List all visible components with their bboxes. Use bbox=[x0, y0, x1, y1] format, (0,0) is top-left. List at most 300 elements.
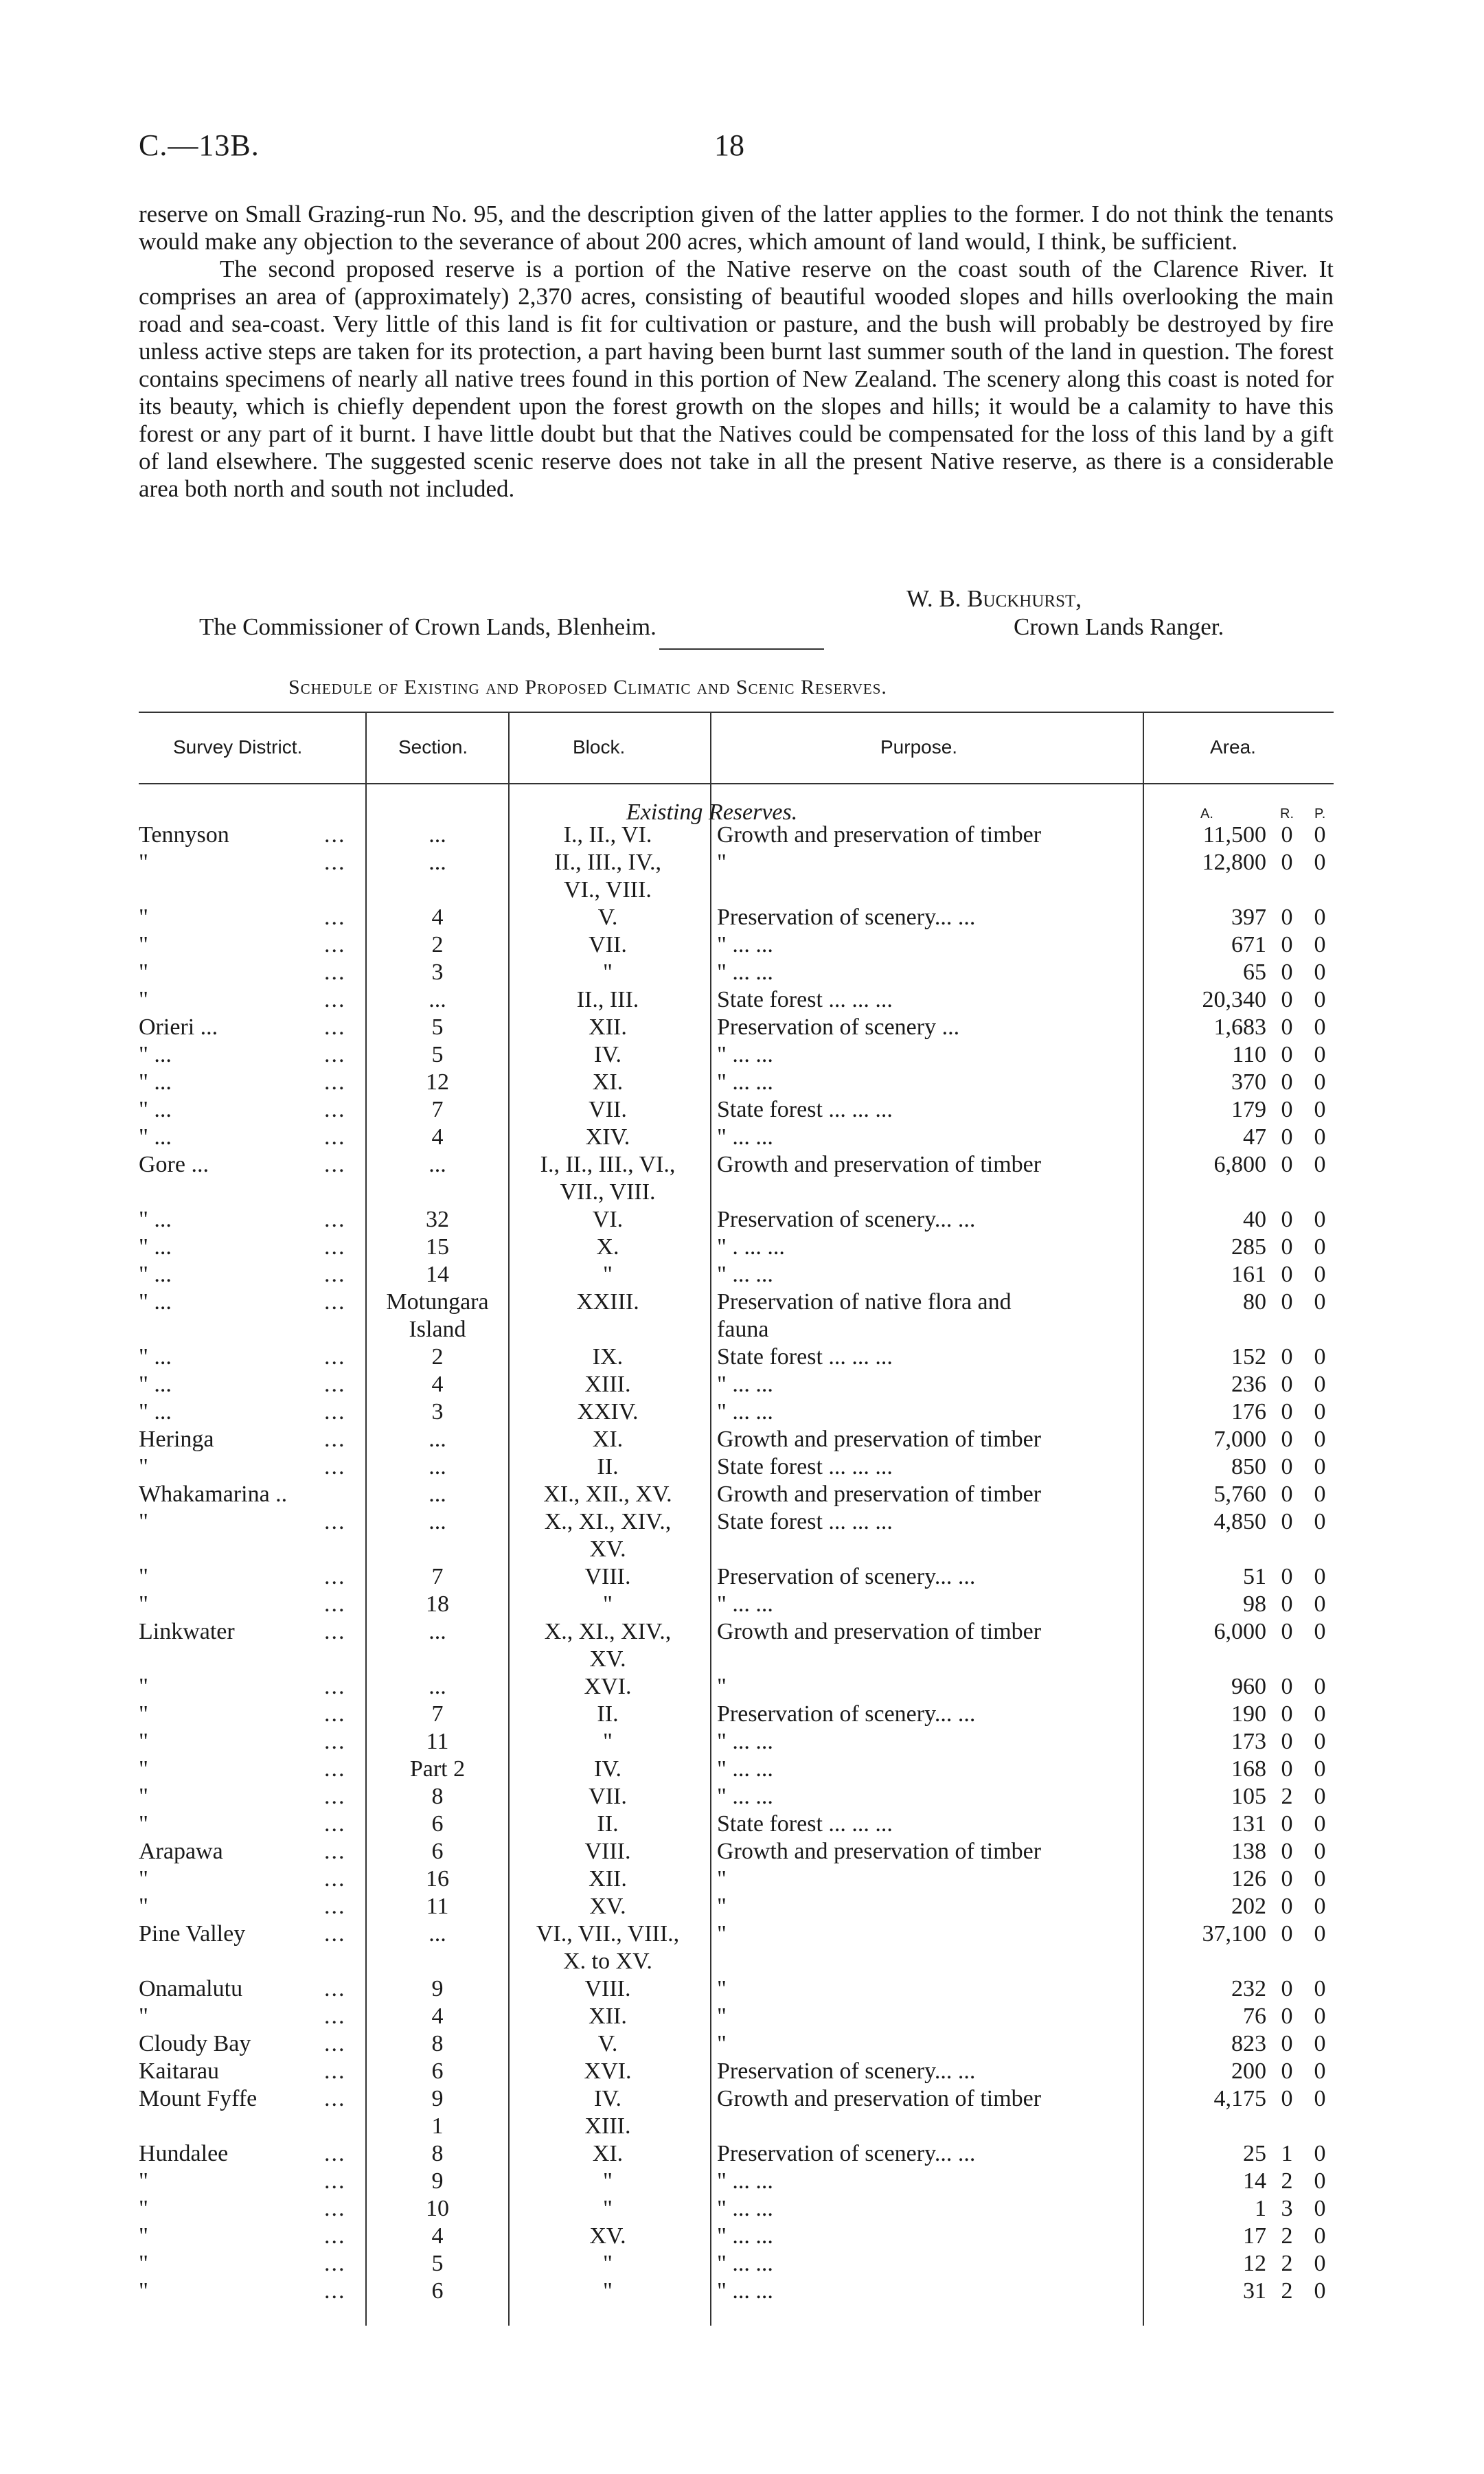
purpose-cell: " ... ... bbox=[717, 932, 773, 957]
leader-dots: ... bbox=[324, 1372, 346, 1397]
section-cell: 14 bbox=[426, 1262, 449, 1287]
block-cell: I., II., VI. bbox=[563, 822, 652, 848]
purpose-cell: Preservation of scenery... ... bbox=[717, 905, 976, 930]
purpose-cell: Preservation of scenery ... bbox=[717, 1014, 960, 1040]
table-row bbox=[139, 1701, 1334, 1728]
purpose-cell: " ... ... bbox=[717, 1262, 773, 1287]
leader-dots: ... bbox=[324, 1509, 346, 1534]
table-row bbox=[139, 1206, 1334, 1234]
section-cell: 8 bbox=[431, 2141, 444, 2166]
roods-cell: 2 bbox=[1281, 2168, 1293, 2194]
roods-cell: 0 bbox=[1281, 1811, 1293, 1837]
district-cell: Hundalee bbox=[139, 2141, 229, 2166]
roods-cell: 0 bbox=[1281, 1454, 1293, 1479]
block-cell: XI. bbox=[592, 2141, 624, 2166]
block-cell: II. bbox=[597, 1454, 619, 1479]
block-cell: VII. bbox=[589, 932, 627, 957]
purpose-cell: State forest ... ... ... bbox=[717, 987, 893, 1012]
section-cell: 10 bbox=[426, 2196, 449, 2221]
table-row bbox=[139, 2223, 1334, 2250]
table-row bbox=[139, 1481, 1334, 1508]
block-cell: " bbox=[603, 2251, 613, 2276]
perches-cell: 0 bbox=[1314, 932, 1326, 957]
table-row bbox=[139, 2058, 1334, 2085]
table-row bbox=[139, 2030, 1334, 2058]
perches-cell: 0 bbox=[1314, 2168, 1326, 2194]
roods-cell: 0 bbox=[1281, 1042, 1293, 1067]
perches-cell: 0 bbox=[1314, 1262, 1326, 1287]
table-row bbox=[139, 1261, 1334, 1289]
block-cell-line2: XIII. bbox=[584, 2113, 631, 2139]
leader-dots: ... bbox=[324, 1234, 346, 1260]
block-cell: VIII. bbox=[584, 1839, 631, 1864]
block-cell: IV. bbox=[594, 1042, 621, 1067]
block-cell-line2: XV. bbox=[589, 1536, 626, 1562]
section-cell: Part 2 bbox=[409, 1756, 466, 1782]
table-row bbox=[139, 821, 1334, 849]
section-cell: 4 bbox=[431, 1372, 444, 1397]
table-row bbox=[139, 1343, 1334, 1371]
acres-cell: 17 bbox=[1243, 2223, 1266, 2249]
perches-cell: 0 bbox=[1314, 2278, 1326, 2304]
roods-cell: 0 bbox=[1281, 1729, 1293, 1754]
district-cell: Cloudy Bay bbox=[139, 2031, 251, 2056]
district-cell: " ... bbox=[139, 1069, 172, 1095]
district-cell: Arapawa bbox=[139, 1839, 223, 1864]
table-row bbox=[139, 1893, 1334, 1920]
block-cell: " bbox=[603, 1262, 613, 1287]
district-cell: Pine Valley bbox=[139, 1921, 246, 1947]
leader-dots: ... bbox=[324, 822, 346, 848]
leader-dots: ... bbox=[324, 1399, 346, 1425]
roods-cell: 0 bbox=[1281, 1674, 1293, 1699]
acres-cell: 31 bbox=[1243, 2278, 1266, 2304]
district-cell: " bbox=[139, 850, 148, 875]
roods-cell: 0 bbox=[1281, 2004, 1293, 2029]
district-cell: " bbox=[139, 2168, 148, 2194]
acres-cell: 80 bbox=[1243, 1289, 1266, 1315]
roods-cell: 0 bbox=[1281, 1069, 1293, 1095]
section-cell: 15 bbox=[426, 1234, 449, 1260]
block-cell: V. bbox=[597, 905, 618, 930]
unit-perches: P. bbox=[1314, 806, 1326, 821]
roods-cell: 0 bbox=[1281, 1482, 1293, 1507]
district-cell: " ... bbox=[139, 1234, 172, 1260]
roods-cell: 0 bbox=[1281, 2086, 1293, 2111]
table-row bbox=[139, 1975, 1334, 2003]
block-cell-line2: XV. bbox=[589, 1646, 626, 1672]
roods-cell: 0 bbox=[1281, 1564, 1293, 1589]
perches-cell: 0 bbox=[1314, 1784, 1326, 1809]
perches-cell: 0 bbox=[1314, 822, 1326, 848]
leader-dots: ... bbox=[324, 2058, 346, 2084]
purpose-cell: State forest ... ... ... bbox=[717, 1097, 893, 1122]
leader-dots: ... bbox=[324, 2168, 346, 2194]
block-cell: XII. bbox=[589, 1014, 627, 1040]
header-purpose: Purpose. bbox=[880, 736, 958, 758]
block-cell: VI. bbox=[592, 1207, 624, 1232]
purpose-cell: " bbox=[717, 2031, 727, 2056]
section-cell: 4 bbox=[431, 2223, 444, 2249]
perches-cell: 0 bbox=[1314, 1042, 1326, 1067]
district-cell: " bbox=[139, 2278, 148, 2304]
section-cell: 32 bbox=[426, 1207, 449, 1232]
section-cell: 12 bbox=[426, 1069, 449, 1095]
table-row bbox=[139, 986, 1334, 1014]
acres-cell: 285 bbox=[1231, 1234, 1266, 1260]
purpose-cell: Preservation of scenery... ... bbox=[717, 2141, 976, 2166]
district-cell: " bbox=[139, 2004, 148, 2029]
block-cell: IX. bbox=[592, 1344, 624, 1370]
purpose-cell: " bbox=[717, 1921, 727, 1947]
block-cell: VI., VII., VIII., bbox=[536, 1921, 680, 1947]
perches-cell: 0 bbox=[1314, 1152, 1326, 1177]
acres-cell: 25 bbox=[1243, 2141, 1266, 2166]
block-cell: VIII. bbox=[584, 1564, 631, 1589]
table-row bbox=[139, 1069, 1334, 1096]
district-cell: " bbox=[139, 960, 148, 985]
acres-cell: 47 bbox=[1243, 1124, 1266, 1150]
leader-dots: ... bbox=[324, 2223, 346, 2249]
block-cell: I., II., III., VI., bbox=[540, 1152, 676, 1177]
district-cell: " ... bbox=[139, 1097, 172, 1122]
block-cell: VII. bbox=[589, 1097, 627, 1122]
section-cell: ... bbox=[429, 1509, 446, 1534]
district-cell: " bbox=[139, 1811, 148, 1837]
purpose-cell: " bbox=[717, 1866, 727, 1892]
purpose-cell: " . ... ... bbox=[717, 1234, 785, 1260]
perches-cell: 0 bbox=[1314, 2004, 1326, 2029]
district-cell: " ... bbox=[139, 1344, 172, 1370]
roods-cell: 2 bbox=[1281, 2251, 1293, 2276]
acres-cell: 823 bbox=[1231, 2031, 1266, 2056]
leader-dots: ... bbox=[324, 1866, 346, 1892]
acres-cell: 960 bbox=[1231, 1674, 1266, 1699]
purpose-cell: " bbox=[717, 1674, 727, 1699]
acres-cell: 51 bbox=[1243, 1564, 1266, 1589]
purpose-cell: " ... ... bbox=[717, 1729, 773, 1754]
roods-cell: 0 bbox=[1281, 1124, 1293, 1150]
perches-cell: 0 bbox=[1314, 1921, 1326, 1947]
block-cell-line2: X. to XV. bbox=[563, 1949, 652, 1974]
section-cell: 4 bbox=[431, 2004, 444, 2029]
block-cell: XII. bbox=[589, 2004, 627, 2029]
perches-cell: 0 bbox=[1314, 1454, 1326, 1479]
acres-cell: 76 bbox=[1243, 2004, 1266, 2029]
acres-cell: 202 bbox=[1231, 1894, 1266, 1919]
table-row bbox=[139, 2250, 1334, 2278]
section-cell: 5 bbox=[431, 2251, 444, 2276]
table-row bbox=[139, 1865, 1334, 1893]
leader-dots: ... bbox=[324, 1014, 346, 1040]
perches-cell: 0 bbox=[1314, 1894, 1326, 1919]
paragraph-2: The second proposed reserve is a portion of the Native reserve on the coast south of the Clarence River. It comprises an area of (approximately) 2,370 acres, consisting of beautiful wooded slopes and hills overlooking the main road and sea-coast. Very little of this land is fit for cultivation or pasture, and the bush will probably be destroyed by fire unless active steps are taken for its protection, a part having been burnt last summer south of the land in question. The forest contains specimens of nearly all native trees found in this portion of New Zealand. The scenery along this coast is noted for its beauty, which is chiefly dependent upon the forest growth on the slopes and hills; it would be a calamity to have this forest or any part of it burnt. I have little doubt but that the Natives could be compensated for the loss of this land by a gift of land elsewhere. The suggested scenic reserve does not take in all the present Native reserve, as there is a considerable area both north and south not included. bbox=[139, 256, 1334, 502]
leader-dots: ... bbox=[324, 932, 346, 957]
section-cell: 9 bbox=[431, 2168, 444, 2194]
acres-cell: 11,500 bbox=[1202, 822, 1266, 848]
district-cell: " ... bbox=[139, 1262, 172, 1287]
district-cell: Heringa bbox=[139, 1427, 214, 1452]
purpose-cell: Growth and preservation of timber bbox=[717, 822, 1042, 848]
acres-cell: 12 bbox=[1243, 2251, 1266, 2276]
district-cell: " bbox=[139, 2251, 148, 2276]
district-cell: " bbox=[139, 987, 148, 1012]
block-cell: XVI. bbox=[584, 2058, 632, 2084]
roods-cell: 3 bbox=[1281, 2196, 1293, 2221]
perches-cell: 0 bbox=[1314, 1591, 1326, 1617]
district-cell: " bbox=[139, 1674, 148, 1699]
section-cell: ... bbox=[429, 850, 446, 875]
block-cell: X. bbox=[596, 1234, 619, 1260]
roods-cell: 0 bbox=[1281, 2058, 1293, 2084]
block-cell: XI. bbox=[592, 1069, 624, 1095]
perches-cell: 0 bbox=[1314, 1756, 1326, 1782]
table-row bbox=[139, 959, 1334, 986]
acres-cell: 126 bbox=[1231, 1866, 1266, 1892]
leader-dots: ... bbox=[324, 1124, 346, 1150]
perches-cell: 0 bbox=[1314, 2196, 1326, 2221]
acres-cell: 168 bbox=[1231, 1756, 1266, 1782]
roods-cell: 0 bbox=[1281, 1152, 1293, 1177]
perches-cell: 0 bbox=[1314, 905, 1326, 930]
leader-dots: ... bbox=[324, 2004, 346, 2029]
acres-cell: 176 bbox=[1231, 1399, 1266, 1425]
block-cell: II. bbox=[597, 1701, 619, 1727]
purpose-cell: State forest ... ... ... bbox=[717, 1811, 893, 1837]
header-district: Survey District. bbox=[173, 736, 303, 758]
block-cell: V. bbox=[597, 2031, 618, 2056]
section-cell: ... bbox=[429, 1454, 446, 1479]
perches-cell: 0 bbox=[1314, 1372, 1326, 1397]
district-cell: Orieri ... bbox=[139, 1014, 218, 1040]
purpose-cell: Preservation of native flora and bbox=[717, 1289, 1012, 1315]
roods-cell: 0 bbox=[1281, 1427, 1293, 1452]
purpose-cell: " ... ... bbox=[717, 2168, 773, 2194]
reserves-table bbox=[139, 712, 1334, 2326]
section-cell: 16 bbox=[426, 1866, 449, 1892]
roods-cell: 0 bbox=[1281, 1921, 1293, 1947]
acres-cell: 236 bbox=[1231, 1372, 1266, 1397]
section-cell: 2 bbox=[431, 932, 444, 957]
block-cell: " bbox=[603, 960, 613, 985]
perches-cell: 0 bbox=[1314, 2031, 1326, 2056]
block-cell: II., III. bbox=[576, 987, 639, 1012]
block-cell: XI., XII., XV. bbox=[543, 1482, 672, 1507]
perches-cell: 0 bbox=[1314, 1399, 1326, 1425]
perches-cell: 0 bbox=[1314, 1124, 1326, 1150]
table-row bbox=[139, 1014, 1334, 1041]
signature-name: W. B. Buckhurst, bbox=[906, 585, 1082, 612]
leader-dots: ... bbox=[324, 1344, 346, 1370]
block-cell: II., III., IV., bbox=[553, 850, 662, 875]
roods-cell: 0 bbox=[1281, 1014, 1293, 1040]
block-cell: XXIV. bbox=[577, 1399, 639, 1425]
district-cell: Mount Fyffe bbox=[139, 2086, 258, 2111]
section-cell: ... bbox=[429, 1674, 446, 1699]
header-block: Block. bbox=[573, 736, 626, 758]
district-cell: " bbox=[139, 1591, 148, 1617]
table-row bbox=[139, 1124, 1334, 1151]
district-cell: " bbox=[139, 2223, 148, 2249]
acres-cell: 152 bbox=[1231, 1344, 1266, 1370]
district-cell: Onamalutu bbox=[139, 1976, 243, 2001]
acres-cell: 161 bbox=[1231, 1262, 1266, 1287]
purpose-cell: " ... ... bbox=[717, 1756, 773, 1782]
block-cell: VII. bbox=[589, 1784, 627, 1809]
section-cell: Motungara bbox=[386, 1289, 489, 1315]
perches-cell: 0 bbox=[1314, 1427, 1326, 1452]
table-row bbox=[139, 2278, 1334, 2305]
roods-cell: 0 bbox=[1281, 2031, 1293, 2056]
acres-cell: 110 bbox=[1232, 1042, 1266, 1067]
leader-dots: ... bbox=[324, 1921, 346, 1947]
table-row bbox=[139, 849, 1334, 903]
section-cell: 6 bbox=[431, 2058, 444, 2084]
table-row bbox=[139, 2195, 1334, 2223]
block-cell: " bbox=[603, 2278, 613, 2304]
table-row bbox=[139, 1096, 1334, 1124]
acres-cell: 671 bbox=[1231, 932, 1266, 957]
leader-dots: ... bbox=[324, 1289, 346, 1315]
leader-dots: ... bbox=[324, 2196, 346, 2221]
purpose-cell: State forest ... ... ... bbox=[717, 1454, 893, 1479]
section-cell: 11 bbox=[426, 1729, 449, 1754]
perches-cell: 0 bbox=[1314, 1701, 1326, 1727]
roods-cell: 0 bbox=[1281, 1509, 1293, 1534]
district-cell: " bbox=[139, 932, 148, 957]
block-cell-line2: VII., VIII. bbox=[560, 1179, 656, 1205]
perches-cell: 0 bbox=[1314, 1509, 1326, 1534]
purpose-cell: " ... ... bbox=[717, 2251, 773, 2276]
unit-acres: A. bbox=[1200, 806, 1213, 821]
section-cell: ... bbox=[429, 1427, 446, 1452]
leader-dots: ... bbox=[324, 1701, 346, 1727]
perches-cell: 0 bbox=[1314, 2141, 1326, 2166]
section-cell: 4 bbox=[431, 1124, 444, 1150]
block-cell-line2: VI., VIII. bbox=[564, 877, 652, 903]
section-cell: ... bbox=[429, 1619, 446, 1644]
acres-cell: 12,800 bbox=[1202, 850, 1266, 875]
district-cell: " bbox=[139, 1509, 148, 1534]
section-cell: ... bbox=[429, 1921, 446, 1947]
table-row bbox=[139, 1508, 1334, 1562]
block-cell: " bbox=[603, 1591, 613, 1617]
table-row bbox=[139, 2003, 1334, 2030]
document-reference: C.—13B. bbox=[139, 128, 260, 162]
section-cell: 3 bbox=[431, 1399, 444, 1425]
purpose-cell: " ... ... bbox=[717, 2278, 773, 2304]
purpose-cell: " ... ... bbox=[717, 1399, 773, 1425]
perches-cell: 0 bbox=[1314, 1976, 1326, 2001]
table-header-rule bbox=[139, 783, 1334, 784]
acres-cell: 6,800 bbox=[1213, 1152, 1266, 1177]
section-cell: 6 bbox=[431, 2278, 444, 2304]
district-cell: " ... bbox=[139, 1124, 172, 1150]
page-number: 18 bbox=[714, 128, 744, 162]
table-row bbox=[139, 1426, 1334, 1453]
district-cell: " bbox=[139, 1784, 148, 1809]
roods-cell: 2 bbox=[1281, 1784, 1293, 1809]
table-row bbox=[139, 1563, 1334, 1591]
roods-cell: 0 bbox=[1281, 1976, 1293, 2001]
acres-cell: 850 bbox=[1231, 1454, 1266, 1479]
purpose-cell: Growth and preservation of timber bbox=[717, 2086, 1042, 2111]
roods-cell: 0 bbox=[1281, 1289, 1293, 1315]
table-top-rule bbox=[139, 712, 1334, 713]
acres-cell: 173 bbox=[1231, 1729, 1266, 1754]
acres-cell: 179 bbox=[1231, 1097, 1266, 1122]
section-cell-line2: 1 bbox=[431, 2113, 444, 2139]
acres-cell: 14 bbox=[1243, 2168, 1266, 2194]
section-cell: 7 bbox=[431, 1564, 444, 1589]
roods-cell: 0 bbox=[1281, 905, 1293, 930]
block-cell: " bbox=[603, 1729, 613, 1754]
section-cell: 8 bbox=[431, 2031, 444, 2056]
table-row bbox=[139, 1920, 1334, 1974]
leader-dots: ... bbox=[324, 1591, 346, 1617]
leader-dots: ... bbox=[324, 1784, 346, 1809]
block-cell: XV. bbox=[589, 1894, 626, 1919]
roods-cell: 0 bbox=[1281, 1372, 1293, 1397]
leader-dots: ... bbox=[324, 2278, 346, 2304]
district-cell: Tennyson bbox=[139, 822, 229, 848]
block-cell: " bbox=[603, 2168, 613, 2194]
district-cell: " bbox=[139, 2196, 148, 2221]
signature-title: Crown Lands Ranger. bbox=[1014, 613, 1224, 640]
leader-dots: ... bbox=[324, 1454, 346, 1479]
purpose-cell: State forest ... ... ... bbox=[717, 1509, 893, 1534]
table-row bbox=[139, 1453, 1334, 1481]
district-cell: " bbox=[139, 1701, 148, 1727]
block-cell: XIV. bbox=[585, 1124, 630, 1150]
roods-cell: 0 bbox=[1281, 1097, 1293, 1122]
acres-cell: 65 bbox=[1243, 960, 1266, 985]
perches-cell: 0 bbox=[1314, 1674, 1326, 1699]
table-row bbox=[139, 1591, 1334, 1618]
district-cell: " bbox=[139, 1756, 148, 1782]
block-cell: " bbox=[603, 2196, 613, 2221]
roods-cell: 0 bbox=[1281, 1344, 1293, 1370]
section-cell: 6 bbox=[431, 1811, 444, 1837]
roods-cell: 0 bbox=[1281, 1207, 1293, 1232]
leader-dots: ... bbox=[324, 1976, 346, 2001]
leader-dots: ... bbox=[324, 1811, 346, 1837]
acres-cell: 98 bbox=[1243, 1591, 1266, 1617]
leader-dots: ... bbox=[324, 850, 346, 875]
roods-cell: 0 bbox=[1281, 932, 1293, 957]
perches-cell: 0 bbox=[1314, 1811, 1326, 1837]
block-cell: X., XI., XIV., bbox=[544, 1509, 672, 1534]
acres-cell: 131 bbox=[1231, 1811, 1266, 1837]
roods-cell: 0 bbox=[1281, 960, 1293, 985]
perches-cell: 0 bbox=[1314, 1344, 1326, 1370]
roods-cell: 0 bbox=[1281, 1839, 1293, 1864]
acres-cell: 4,850 bbox=[1213, 1509, 1266, 1534]
table-row bbox=[139, 1371, 1334, 1398]
table-row bbox=[139, 2085, 1334, 2139]
district-cell: " ... bbox=[139, 1207, 172, 1232]
roods-cell: 0 bbox=[1281, 1866, 1293, 1892]
section-cell: 9 bbox=[431, 1976, 444, 2001]
block-cell: XXIII. bbox=[576, 1289, 639, 1315]
table-row bbox=[139, 904, 1334, 931]
purpose-cell: " ... ... bbox=[717, 1591, 773, 1617]
block-cell: VIII. bbox=[584, 1976, 631, 2001]
schedule-title: Schedule of Existing and Proposed Climatic and Scenic Reserves. bbox=[288, 676, 887, 699]
perches-cell: 0 bbox=[1314, 1289, 1326, 1315]
perches-cell: 0 bbox=[1314, 1069, 1326, 1095]
roods-cell: 1 bbox=[1281, 2141, 1293, 2166]
